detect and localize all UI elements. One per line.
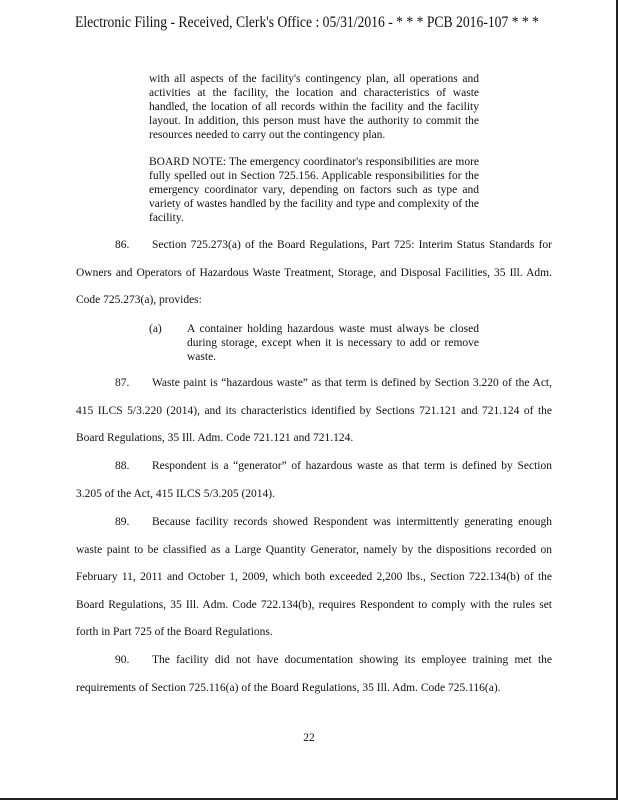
paragraph-text: Waste paint is “hazardous waste” as that term is defined by Section 3.220 of the Act, 415 ILCS 5/3.220 (2014), and its characteristics identified by Sections 721.121 and 721.124 of the Board Regulations, 35 Ill. Adm. Code 721.121 and 721.124. [76,377,552,445]
paragraph-number: 90. [115,654,130,666]
paragraph-number: 87. [115,377,130,389]
paragraph-90 [76,647,552,702]
block-quote-contingency: with all aspects of the facility's contingency plan, all operations and activities at the facility, the location and characteristics of waste handled, the location of all records within the facility and the facility layout. In addition, this person must have the authority to commit the resources needed to carry out the contingency plan. [149,73,479,141]
paragraph-text: Because facility records showed Respondent was intermittently generating enough waste paint to be classified as a Large Quantity Generator, namely by the dispositions recorded on February 11, 2011 and October 1, 2009, which both exceeded 2,200 lbs., Section 722.134(b) of the Board Regulations, 35 Ill. Adm. Code 722.134(b), requires Respondent to comply with the rules set forth in Part 725 of the Board Regulations. [76,516,552,639]
paragraph-87 [76,370,552,453]
paragraph-number: 88. [115,460,130,472]
paragraph-text: Respondent is a “generator” of hazardous waste as that term is defined by Section 3.205 of the Act, 415 ILCS 5/3.205 (2014). [76,460,552,500]
filing-header: Electronic Filing - Received, Clerk's Office : 05/31/2016 - * * * PCB 2016-107 * * * [75,14,540,31]
sub-clause-text: A container holding hazardous waste must always be closed during storage, except when it is necessary to add or remove waste. [187,323,479,363]
paragraph-number: 86. [115,239,130,251]
paragraph-86 [76,232,552,315]
sub-clause-label: (a) [149,323,162,335]
paragraph-text: Section 725.273(a) of the Board Regulations, Part 725: Interim Status Standards for Owners and Operators of Hazardous Waste Treatment, Storage, and Disposal Facilities, 35 Ill. Adm. Code 725.273(a), provides: [76,239,552,307]
page-number: 22 [303,732,315,744]
block-quote-board-note: BOARD NOTE: The emergency coordinator's responsibilities are more fully spelled out in Section 725.156. Applicable responsibilities for the emergency coordinator vary, depending on factors such as type and variety of wastes handled by the facility and type and complexity of the facility. [149,156,479,224]
paragraph-88 [76,453,552,508]
paragraph-89 [76,509,552,647]
paragraph-number: 89. [115,516,130,528]
paragraph-text: The facility did not have documentation showing its employee training met the requirements of Section 725.116(a) of the Board Regulations, 35 Ill. Adm. Code 725.116(a). [76,654,552,694]
